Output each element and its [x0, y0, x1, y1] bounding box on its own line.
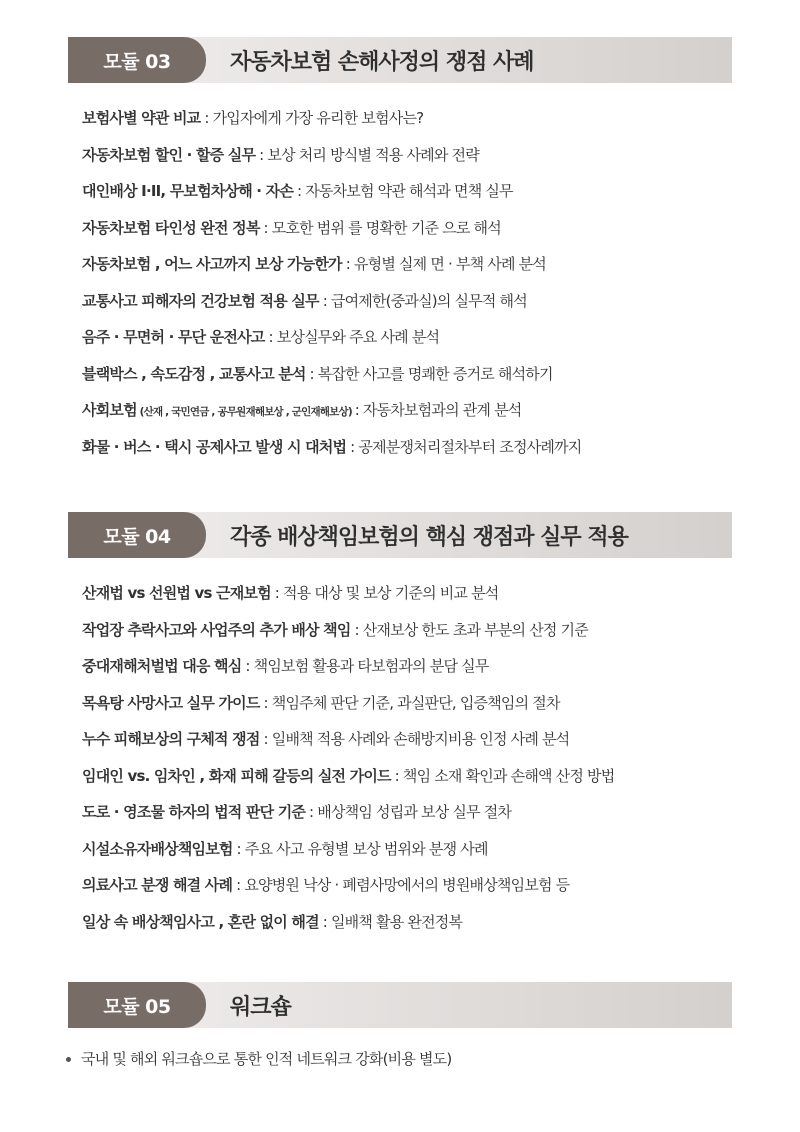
list-item	[82, 729, 742, 766]
item-topic: 화물 · 버스 · 택시 공제사고 발생 시 대처법	[82, 437, 347, 456]
list-item	[82, 766, 742, 803]
module-04-header	[68, 512, 732, 558]
item-desc: : 책임주체 판단 기준, 과실판단, 입증책임의 절차	[259, 693, 560, 712]
list-item	[82, 218, 742, 255]
item-topic: 중대재해처벌법 대응 핵심	[82, 657, 242, 675]
item-topic: 자동차보험 , 어느 사고까지 보상 가능한가	[82, 255, 342, 273]
item-topic: 작업장 추락사고와 사업주의 추가 배상 책임	[82, 620, 351, 639]
item-desc: : 가입자에게 가장 유리한 보험사는?	[200, 109, 424, 127]
module-label: 모듈 03	[68, 37, 206, 83]
bullet-text: 국내 및 해외 워크숍으로 통한 인적 네트워크 강화(비용 별도)	[81, 1050, 452, 1068]
list-item	[82, 802, 742, 839]
item-desc: : 적용 대상 및 보상 기준의 비교 분석	[270, 584, 499, 602]
item-desc: : 주요 사고 유형별 보상 범위와 분쟁 사례	[232, 839, 488, 858]
item-topic: 자동차보험 타인성 완전 정복	[82, 218, 260, 237]
item-desc: : 일배책 활용 완전정복	[318, 912, 463, 931]
list-item	[82, 620, 742, 657]
item-topic: 목욕탕 사망사고 실무 가이드	[82, 693, 260, 712]
list-item	[82, 291, 742, 328]
bullet-icon	[66, 1057, 71, 1062]
item-desc: : 요양병원 낙상 · 폐렴사망에서의 병원배상책임보험 등	[232, 876, 570, 894]
item-topic: 자동차보험 할인 · 할증 실무	[82, 145, 256, 164]
module-title: 자동차보험 손해사정의 쟁점 사례	[230, 49, 534, 75]
item-topic: 의료사고 분쟁 해결 사례	[82, 876, 233, 894]
bullet-item	[66, 1048, 451, 1069]
list-item	[82, 875, 742, 912]
list-item	[82, 364, 742, 401]
module-05-header	[68, 982, 732, 1028]
item-desc: : 유형별 실제 면 · 부책 사례 분석	[341, 255, 546, 273]
item-topic: 교통사고 피해자의 건강보험 적용 실무	[82, 291, 319, 310]
list-item	[82, 108, 742, 145]
item-desc: : 책임 소재 확인과 손해액 산정 방법	[390, 766, 615, 785]
module-03-list	[82, 108, 742, 473]
module-label: 모듈 05	[68, 982, 206, 1028]
list-item	[82, 693, 742, 730]
list-item	[82, 656, 742, 693]
item-topic: 시설소유자배상책임보험	[82, 839, 233, 858]
item-topic: 음주 · 무면허 · 무단 운전사고	[82, 328, 265, 346]
item-desc: : 자동차보험과의 관계 분석	[354, 401, 522, 419]
item-topic: 일상 속 배상책임사고 , 혼란 없이 해결	[82, 912, 319, 931]
list-item	[82, 400, 742, 437]
list-item	[82, 145, 742, 182]
item-desc: : 모호한 범위 를 명확한 기준 으로 해석	[259, 218, 501, 237]
item-note: (산재 , 국민연금 , 공무원재해보상 , 군인재해보상)	[136, 406, 355, 418]
list-item	[82, 254, 742, 291]
item-topic: 블랙박스 , 속도감정 , 교통사고 분석	[82, 364, 306, 383]
item-desc: : 자동차보험 약관 해석과 면책 실무	[293, 182, 513, 200]
item-topic: 대인배상 I·II, 무보험차상해 · 자손	[82, 182, 294, 200]
item-desc: : 급여제한(중과실)의 실무적 해석	[318, 291, 527, 310]
item-topic: 사회보험	[82, 401, 137, 419]
module-03-header	[68, 37, 732, 83]
item-topic: 산재법 vs 선원법 vs 근재보험	[82, 584, 271, 602]
item-desc: : 일배책 적용 사례와 손해방지비용 인정 사례 분석	[259, 730, 570, 748]
list-item	[82, 181, 742, 218]
item-desc: : 배상책임 성립과 보상 실무 절차	[305, 803, 512, 821]
item-desc: : 보상실무와 주요 사례 분석	[264, 328, 440, 346]
item-desc: : 공제분쟁처리절차부터 조정사례까지	[346, 437, 582, 456]
item-desc: : 보상 처리 방식별 적용 사례와 전략	[255, 145, 479, 164]
module-04-list	[82, 583, 742, 948]
item-desc: : 복잡한 사고를 명쾌한 증거로 해석하기	[305, 364, 553, 383]
list-item	[82, 583, 742, 620]
list-item	[82, 912, 742, 949]
module-title: 워크숍	[230, 994, 291, 1020]
module-title: 각종 배상책임보험의 핵심 쟁점과 실무 적용	[230, 524, 628, 550]
item-desc: : 산재보상 한도 초과 부분의 산정 기준	[350, 620, 588, 639]
list-item	[82, 437, 742, 474]
item-topic: 누수 피해보상의 구체적 쟁점	[82, 730, 260, 748]
item-desc: : 책임보험 활용과 타보험과의 분담 실무	[241, 657, 489, 675]
item-topic: 도로 · 영조물 하자의 법적 판단 기준	[82, 803, 306, 821]
item-topic: 보험사별 약관 비교	[82, 109, 201, 127]
item-topic: 임대인 vs. 임차인 , 화재 피해 갈등의 실전 가이드	[82, 766, 391, 785]
module-label: 모듈 04	[68, 512, 206, 558]
list-item	[82, 839, 742, 876]
list-item	[82, 327, 742, 364]
